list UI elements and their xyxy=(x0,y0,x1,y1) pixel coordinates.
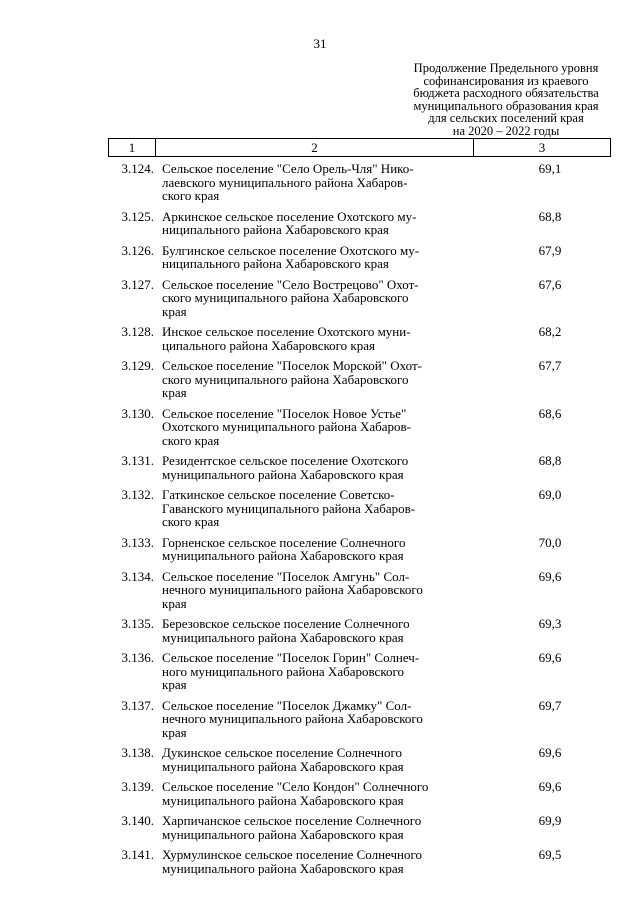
row-number: 3.126. xyxy=(121,242,154,258)
row-number: 3.128. xyxy=(121,324,154,339)
row-name-line: Охотского муниципального района Хабаров- xyxy=(162,419,411,434)
row-name xyxy=(154,454,480,481)
row-name-line: ского края xyxy=(162,432,220,448)
row-number: 3.131. xyxy=(121,453,154,468)
row-name-line: Березовское сельское поселение Солнечного xyxy=(162,616,410,631)
table-header xyxy=(108,138,611,157)
row-number: 3.127. xyxy=(121,276,154,292)
row-value: 69,6 xyxy=(538,745,562,760)
row-name-line: края xyxy=(162,724,187,740)
row-value: 68,2 xyxy=(538,324,562,339)
row-name xyxy=(154,651,480,692)
row-name-line: Сельское поселение "Село Кондон" Солнечного xyxy=(162,779,429,794)
row-name-line: Гаванского муниципального района Хабаров- xyxy=(162,500,416,516)
row-value: 70,0 xyxy=(538,534,562,550)
row-name-line: Инское сельское поселение Охотского муни- xyxy=(162,324,411,339)
row-name-line: нечного муниципального района Хабаровского xyxy=(162,582,423,597)
caption-line: для сельских поселений края xyxy=(428,111,584,125)
table-row xyxy=(108,454,610,481)
row-name-line: Сельское поселение "Поселок Новое Устье" xyxy=(162,405,407,421)
table-row xyxy=(108,617,610,644)
row-number: 3.130. xyxy=(121,405,154,421)
row-name-line: муниципального района Хабаровского края xyxy=(162,758,404,774)
table-row xyxy=(108,651,610,692)
row-name-line: Сельское поселение "Село Вострецово" Охот- xyxy=(162,276,419,292)
row-name-line: Булгинское сельское поселение Охотского му- xyxy=(162,242,420,258)
row-number: 3.141. xyxy=(121,847,154,862)
row-name-line: Хурмулинское сельское поселение Солнечного xyxy=(162,847,422,862)
caption-line: софинансирования из краевого xyxy=(423,73,589,88)
row-number: 3.129. xyxy=(121,358,154,373)
row-name-line: муниципального района Хабаровского края xyxy=(162,826,404,842)
row-number: 3.139. xyxy=(121,779,154,794)
table-row xyxy=(108,780,610,807)
table-row xyxy=(108,244,610,271)
row-name xyxy=(154,699,480,740)
row-name-line: муниципального района Хабаровского края xyxy=(162,548,404,563)
row-number: 3.136. xyxy=(121,650,154,665)
table-row xyxy=(108,570,610,611)
row-name-line: лаевского муниципального района Хабаров- xyxy=(162,174,408,190)
row-name xyxy=(154,848,480,875)
row-name xyxy=(154,814,480,841)
row-name xyxy=(154,617,480,644)
row-value: 69,6 xyxy=(538,568,562,584)
row-name-line: края xyxy=(162,385,187,400)
table-row xyxy=(108,162,610,203)
header-cell-2: 2 xyxy=(156,139,474,157)
table-row xyxy=(108,407,610,448)
header-cell-3: 3 xyxy=(474,139,611,157)
row-name-line: Сельское поселение "Поселок Амгунь" Сол- xyxy=(162,568,410,584)
table-row xyxy=(108,746,610,773)
row-number: 3.138. xyxy=(121,745,154,760)
row-name-line: ниципального района Хабаровского края xyxy=(162,256,389,271)
row-value: 69,6 xyxy=(538,779,562,794)
row-number: 3.140. xyxy=(121,813,154,828)
table-caption xyxy=(395,62,617,137)
row-number: 3.137. xyxy=(121,697,154,713)
header-cell-1: 1 xyxy=(109,139,156,157)
row-value: 67,6 xyxy=(538,276,562,292)
row-name-line: муниципального района Хабаровского края xyxy=(162,466,404,482)
row-name-line: Харпичанское сельское поселение Солнечного xyxy=(162,813,422,828)
row-name xyxy=(154,210,480,237)
row-name xyxy=(154,244,480,271)
row-number: 3.125. xyxy=(121,208,154,224)
caption-line: Продолжение Предельного уровня xyxy=(413,61,599,75)
row-name-line: ского края xyxy=(162,514,220,529)
row-name xyxy=(154,488,480,529)
row-name-line: Сельское поселение "Село Орель-Чля" Нико- xyxy=(162,161,414,176)
row-name-line: муниципального района Хабаровского края xyxy=(162,629,404,645)
table-row xyxy=(108,699,610,740)
row-name-line: Резидентское сельское поселение Охотского xyxy=(162,453,409,468)
row-name xyxy=(154,278,480,319)
row-name-line: ного муниципального района Хабаровского xyxy=(162,663,404,679)
table-row xyxy=(108,536,610,563)
header-row xyxy=(109,139,611,157)
row-name-line: Сельское поселение "Поселок Джамку" Сол- xyxy=(162,697,412,713)
table-row xyxy=(108,488,610,529)
table-body xyxy=(108,162,610,882)
row-name-line: Горненское сельское поселение Солнечного xyxy=(162,534,406,550)
row-name-line: нечного муниципального района Хабаровского xyxy=(162,711,423,726)
row-value: 69,7 xyxy=(538,697,562,713)
row-name-line: ского муниципального района Хабаровского xyxy=(162,371,409,387)
row-value: 69,9 xyxy=(538,813,562,828)
row-value: 68,8 xyxy=(538,453,562,468)
row-name-line: Сельское поселение "Поселок Горин" Солнеч- xyxy=(162,650,420,665)
row-name xyxy=(154,570,480,611)
row-name xyxy=(154,359,480,400)
caption-line: муниципального образования края xyxy=(413,98,599,113)
row-name-line: Аркинское сельское поселение Охотского му- xyxy=(162,208,417,224)
row-name-line: ского края xyxy=(162,188,220,203)
page-number: 31 xyxy=(313,36,327,51)
row-name xyxy=(154,780,480,807)
row-name-line: Гаткинское сельское поселение Советско- xyxy=(162,487,395,502)
row-number: 3.124. xyxy=(121,161,154,176)
row-value: 69,3 xyxy=(538,616,562,631)
row-value: 69,5 xyxy=(538,847,562,862)
table-row xyxy=(108,210,610,237)
row-number: 3.134. xyxy=(121,568,154,584)
table-row xyxy=(108,814,610,841)
row-name-line: Дукинское сельское поселение Солнечного xyxy=(162,745,402,760)
caption-line: бюджета расходного обязательства xyxy=(413,86,599,100)
row-name xyxy=(154,325,480,352)
row-name xyxy=(154,746,480,773)
row-name-line: края xyxy=(162,677,187,692)
row-name xyxy=(154,407,480,448)
row-name-line: края xyxy=(162,595,187,611)
row-value: 67,7 xyxy=(538,358,562,373)
table-row xyxy=(108,325,610,352)
row-name-line: края xyxy=(162,303,187,319)
row-name-line: ципального района Хабаровского края xyxy=(162,337,375,353)
row-name-line: муниципального района Хабаровского края xyxy=(162,792,404,808)
row-name xyxy=(154,162,480,203)
row-name-line: муниципального района Хабаровского края xyxy=(162,860,404,876)
row-value: 69,6 xyxy=(538,650,562,665)
table-row xyxy=(108,359,610,400)
table-row xyxy=(108,278,610,319)
table-row xyxy=(108,848,610,875)
row-name-line: Сельское поселение "Поселок Морской" Охот- xyxy=(162,358,422,373)
row-value: 69,0 xyxy=(538,487,562,502)
row-name xyxy=(154,536,480,563)
row-number: 3.135. xyxy=(121,616,154,631)
row-name-line: ниципального района Хабаровского края xyxy=(162,222,389,237)
caption-line: на 2020 – 2022 годы xyxy=(452,123,560,138)
row-value: 69,1 xyxy=(538,161,562,176)
row-value: 68,8 xyxy=(538,208,562,224)
row-number: 3.132. xyxy=(121,487,154,502)
row-value: 67,9 xyxy=(538,242,562,258)
row-name-line: ского муниципального района Хабаровского xyxy=(162,290,409,305)
row-value: 68,6 xyxy=(538,405,562,421)
row-number: 3.133. xyxy=(121,534,154,550)
